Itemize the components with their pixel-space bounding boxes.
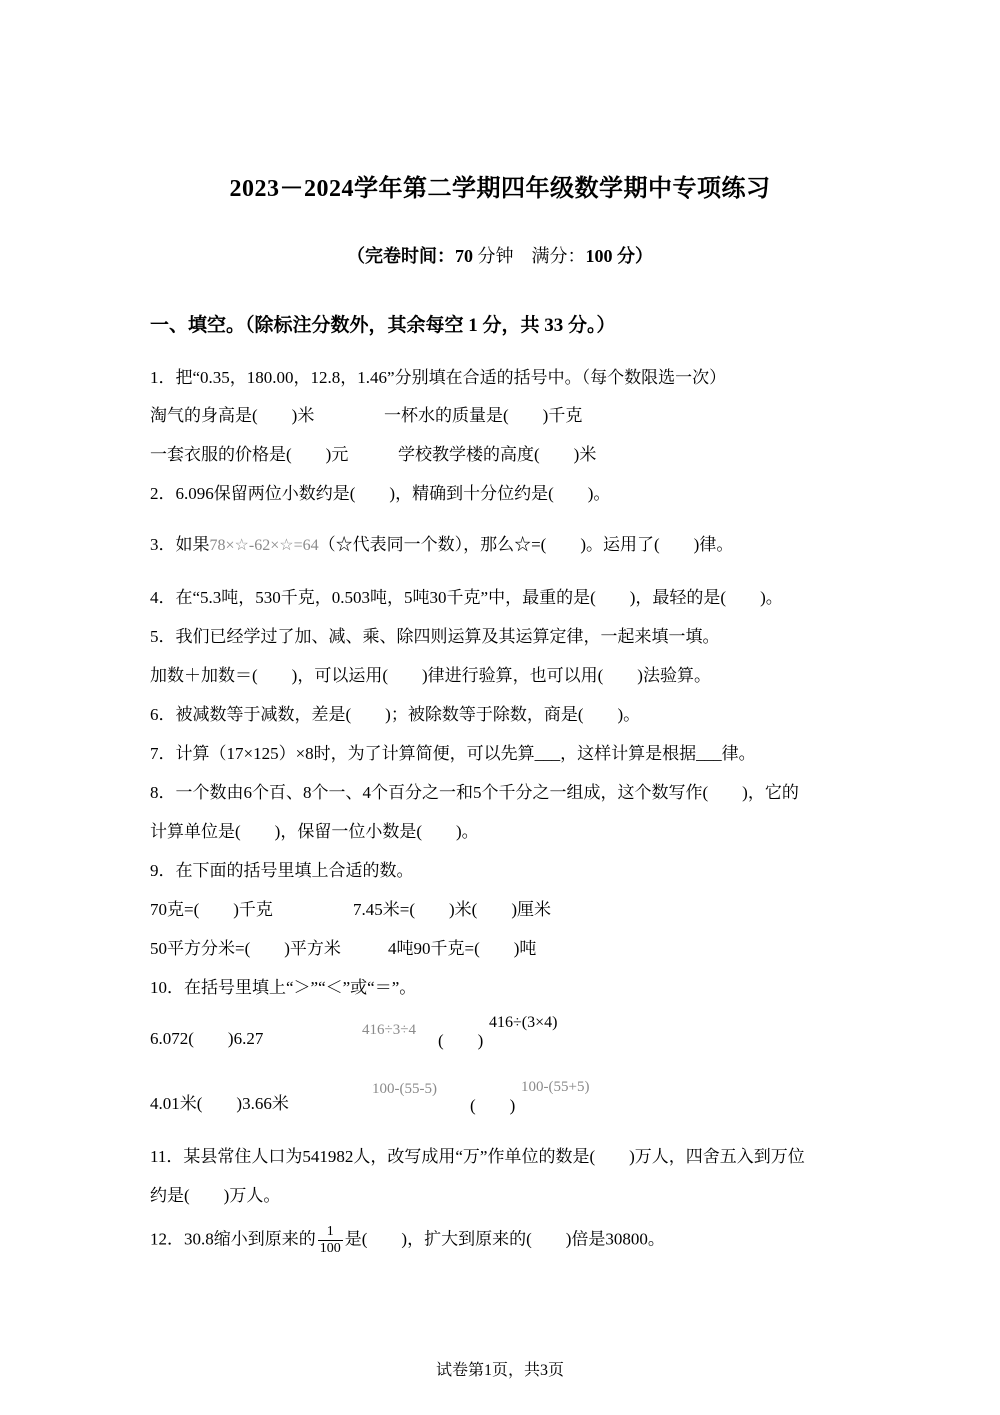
question-10-item-d-blank: ( ) [470,1096,516,1115]
question-11-line-2: 约是( )万人。 [150,1186,281,1205]
question-9-stem: 9．在下面的括号里填上合适的数。 [150,861,414,880]
fraction-one-hundredth [318,1224,343,1257]
question-7: 7．计算（17×125）×8时，为了计算简便，可以先算___，这样计算是根据___律。 [150,744,756,763]
question-10-item-b-right: 416÷(3×4) [489,1014,558,1031]
question-1-stem: 1．把“0.35，180.00，12.8，1.46”分别填在合适的括号中。（每个数限选一次） [150,368,727,387]
question-3-equation: 78×☆-62×☆=64 [209,537,319,554]
page-footer: 试卷第1页，共3页 [435,1362,564,1379]
question-10-item-a: 6.072( )6.27 [150,1029,264,1048]
question-1-item-d: 学校教学楼的高度( )米 [398,445,597,464]
question-3-prefix: 3．如果 [150,535,210,554]
question-4: 4．在“5.3吨，530千克，0.503吨，5吨30千克”中，最重的是( )，最轻的是( )。 [150,588,783,607]
fraction-denominator: 100 [319,1241,341,1256]
exam-time: （完卷时间：70 [347,246,473,266]
question-1-item-b: 一杯水的质量是( )千克 [384,406,583,425]
question-8-line-2: 计算单位是( )，保留一位小数是( )。 [150,822,479,841]
question-3-suffix: （☆代表同一个数），那么☆=( )。运用了( )律。 [318,535,734,554]
question-10-item-d-right: 100-(55+5) [521,1079,590,1095]
question-5-line: 加数＋加数＝( )，可以运用( )律进行验算，也可以用( )法验算。 [150,666,711,685]
fraction-numerator: 1 [318,1224,343,1241]
question-5-stem: 5．我们已经学过了加、减、乘、除四则运算及其运算定律，一起来填一填。 [150,627,720,646]
question-10-item-d-left: 100-(55-5) [372,1081,437,1097]
question-9-item-a: 70克=( )千克 [150,900,273,919]
question-3 [150,533,733,558]
question-6: 6．被减数等于减数，差是( )；被除数等于除数，商是( )。 [150,705,641,724]
question-8-line-1: 8．一个数由6个百、8个一、4个百分之一和5个千分之一组成，这个数写作( )，它的 [150,783,799,802]
question-9-item-c: 50平方分米=( )平方米 [150,939,341,958]
question-12-suffix: 是( )，扩大到原来的( )倍是30800。 [344,1229,665,1249]
question-10-stem: 10．在括号里填上“＞”“＜”或“＝”。 [150,978,417,997]
question-12 [150,1224,665,1257]
question-10-item-c: 4.01米( )3.66米 [150,1094,289,1113]
question-1-item-a: 淘气的身高是( )米 [150,406,315,425]
question-9-item-d: 4吨90千克=( )吨 [388,939,537,958]
question-2: 2．6.096保留两位小数约是( )，精确到十分位约是( )。 [150,484,611,503]
question-9-item-b: 7.45米=( )米( )厘米 [353,900,551,919]
exam-time-unit: 分钟 满分： [477,246,586,266]
full-score: 100 分） [585,246,653,266]
section-heading-fill-in: 一、填空。（除标注分数外，其余每空 1 分，共 33 分。） [150,315,616,336]
question-12-prefix: 12．30.8缩小到原来的 [150,1229,316,1249]
question-10-item-b-blank: ( ) [438,1031,484,1050]
question-1-item-c: 一套衣服的价格是( )元 [150,445,349,464]
page-title: 2023－2024学年第二学期四年级数学期中专项练习 [229,176,771,202]
question-10-item-b-left: 416÷3÷4 [362,1022,416,1038]
exam-info [0,242,1000,268]
question-11-line-1: 11．某县常住人口为541982人，改写成用“万”作单位的数是( )万人，四舍五入到万位 [150,1147,805,1166]
